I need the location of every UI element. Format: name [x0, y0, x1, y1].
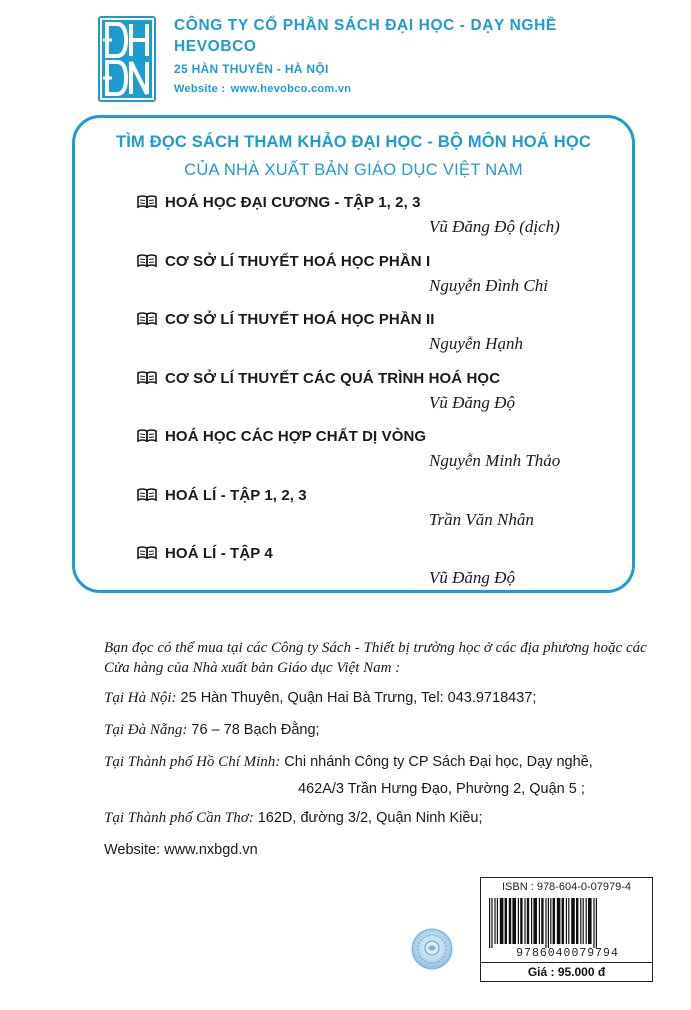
- open-book-icon: [137, 429, 157, 443]
- isbn-number: ISBN : 978-604-0-07979-4: [501, 881, 632, 893]
- book-author: Vũ Đăng Độ: [429, 568, 515, 587]
- book-list-subtitle: CỦA NHÀ XUẤT BẢN GIÁO DỤC VIỆT NAM: [184, 161, 523, 179]
- location-hanoi: [104, 690, 536, 707]
- book-author: Nguyễn Hạnh: [429, 334, 523, 353]
- book-title: HOÁ HỌC CÁC HỢP CHẤT DỊ VÒNG: [165, 428, 427, 445]
- book-author: Trần Văn Nhân: [429, 509, 534, 529]
- book-item: [137, 370, 607, 420]
- barcode-icon: [487, 898, 646, 948]
- price-divider: [481, 962, 652, 963]
- book-item: [137, 311, 607, 361]
- open-book-icon: [137, 371, 157, 385]
- book-author: Vũ Đăng Độ (dịch): [429, 217, 560, 236]
- location-hanoi-value: 25 Hàn Thuyên, Quận Hai Bà Trưng, Tel: 043.9718437;: [180, 690, 537, 706]
- publisher-logo: [98, 16, 156, 102]
- book-list-title: TÌM ĐỌC SÁCH THAM KHẢO ĐẠI HỌC - BỘ MÔN HOÁ HỌC: [115, 133, 592, 151]
- location-cantho-label: Tại Thành phố Cần Thơ:: [104, 810, 254, 826]
- book-author: Nguyễn Đình Chi: [429, 275, 548, 295]
- book-item: [137, 545, 607, 595]
- location-danang-value: 76 – 78 Bạch Đằng;: [191, 722, 320, 738]
- book-title: CƠ SỞ LÍ THUYẾT HOÁ HỌC PHẦN II: [165, 311, 435, 328]
- book-title: CƠ SỞ LÍ THUYẾT HOÁ HỌC PHẦN I: [165, 252, 431, 270]
- location-danang-label: Tại Đà Nẵng:: [104, 722, 188, 738]
- purchase-intro: Bạn đọc có thể mua tại các Công ty Sách - Thiết bị trường học ở các địa phương hoặc các Cửa hàng của Nhà xuất bản Giáo dục Việt Nam :: [104, 640, 647, 676]
- isbn-barcode-box: [480, 877, 653, 982]
- open-book-icon: [137, 546, 157, 560]
- location-cantho: [104, 810, 483, 827]
- open-book-icon: [137, 195, 157, 209]
- company-website: [174, 83, 353, 95]
- book-title: HOÁ HỌC ĐẠI CƯƠNG - TẬP 1, 2, 3: [165, 194, 421, 211]
- open-book-icon: [137, 254, 157, 268]
- location-hcm: [104, 754, 593, 771]
- hologram-seal-icon: [411, 928, 453, 970]
- open-book-icon: [137, 488, 157, 502]
- book-author: Vũ Đăng Độ: [429, 392, 515, 412]
- price-label: Giá : 95.000 đ: [527, 965, 606, 979]
- purchase-website: [104, 842, 258, 858]
- location-hcm-label: Tại Thành phố Hồ Chí Minh:: [104, 754, 281, 770]
- open-book-icon: [137, 312, 157, 326]
- location-cantho-value: 162D, đường 3/2, Quận Ninh Kiều;: [257, 810, 483, 826]
- company-website-url: www.hevobco.com.vn: [230, 83, 352, 95]
- purchase-website-label: Website:: [104, 842, 161, 858]
- book-title: HOÁ LÍ - TẬP 1, 2, 3: [165, 486, 307, 504]
- book-title: CƠ SỞ LÍ THUYẾT CÁC QUÁ TRÌNH HOÁ HỌC: [165, 369, 501, 387]
- book-item: [137, 487, 607, 537]
- company-address: 25 HÀN THUYÊN - HÀ NỘI: [174, 62, 329, 76]
- book-list-box: [72, 115, 635, 593]
- book-author: Nguyễn Minh Thảo: [429, 451, 561, 470]
- location-danang: [104, 722, 320, 739]
- book-title: HOÁ LÍ - TẬP 4: [165, 545, 273, 562]
- book-item: [137, 253, 607, 303]
- barcode-digits: 9786040079794: [516, 947, 619, 960]
- book-item: [137, 428, 607, 478]
- location-hcm-value: Chi nhánh Công ty CP Sách Đại học, Dạy nghề,: [284, 754, 593, 770]
- location-hcm-value-2: 462A/3 Trần Hưng Đạo, Phường 2, Quận 5 ;: [298, 781, 585, 797]
- company-website-label: Website :: [174, 83, 226, 95]
- book-item: [137, 194, 607, 244]
- company-name: CÔNG TY CỔ PHẦN SÁCH ĐẠI HỌC - DẠY NGHỀ: [174, 17, 557, 34]
- purchase-website-value: www.nxbgd.vn: [164, 842, 258, 858]
- location-hanoi-label: Tại Hà Nội:: [104, 690, 177, 706]
- company-brand: HEVOBCO: [174, 38, 257, 55]
